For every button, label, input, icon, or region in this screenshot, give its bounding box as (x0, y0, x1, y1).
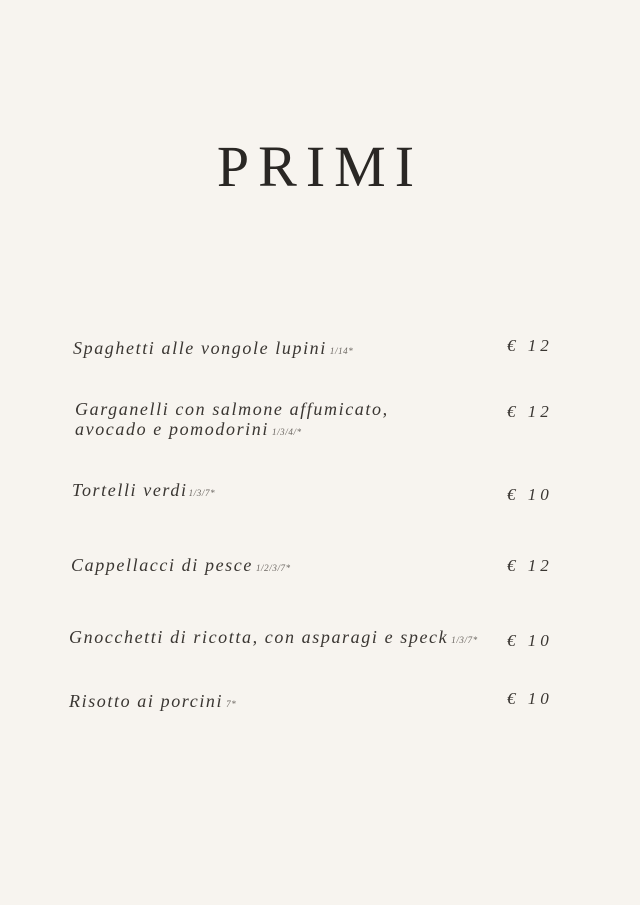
menu-item-gnocchetti (69, 627, 478, 650)
allergen-codes: 1/2/3/7* (255, 563, 291, 573)
allergen-codes: 1/3/7* (451, 635, 478, 645)
allergen-codes: 7* (226, 699, 237, 709)
menu-item-price: € 12 (507, 556, 553, 575)
menu-item-name-line2: avocado e pomodorini (75, 419, 269, 439)
menu-item-price: € 10 (507, 485, 553, 504)
menu-item-spaghetti (73, 338, 353, 361)
menu-item-garganelli (75, 399, 389, 442)
allergen-codes: 1/3/4/* (271, 427, 302, 437)
allergen-codes: 1/14* (329, 346, 354, 356)
menu-item-price: € 10 (507, 689, 553, 708)
menu-item-name: Cappellacci di pesce (71, 555, 253, 575)
menu-item-name: Risotto ai porcini (69, 691, 224, 711)
menu-item-name: Tortelli verdi (72, 480, 188, 500)
menu-item-name-line1: Garganelli con salmone affumicato, (75, 399, 389, 419)
menu-item-cappellacci (71, 555, 291, 578)
menu-item-price: € 12 (507, 336, 553, 355)
menu-item-tortelli (72, 480, 215, 503)
allergen-codes: 1/3/7* (188, 488, 216, 498)
menu-item-price: € 12 (507, 402, 553, 421)
menu-item-risotto (69, 691, 236, 714)
menu-item-price: € 10 (507, 631, 553, 650)
page-title: PRIMI (216, 134, 424, 199)
menu-item-name: Gnocchetti di ricotta, con asparagi e speck (69, 627, 449, 647)
menu-item-name: Spaghetti alle vongole lupini (73, 338, 327, 358)
